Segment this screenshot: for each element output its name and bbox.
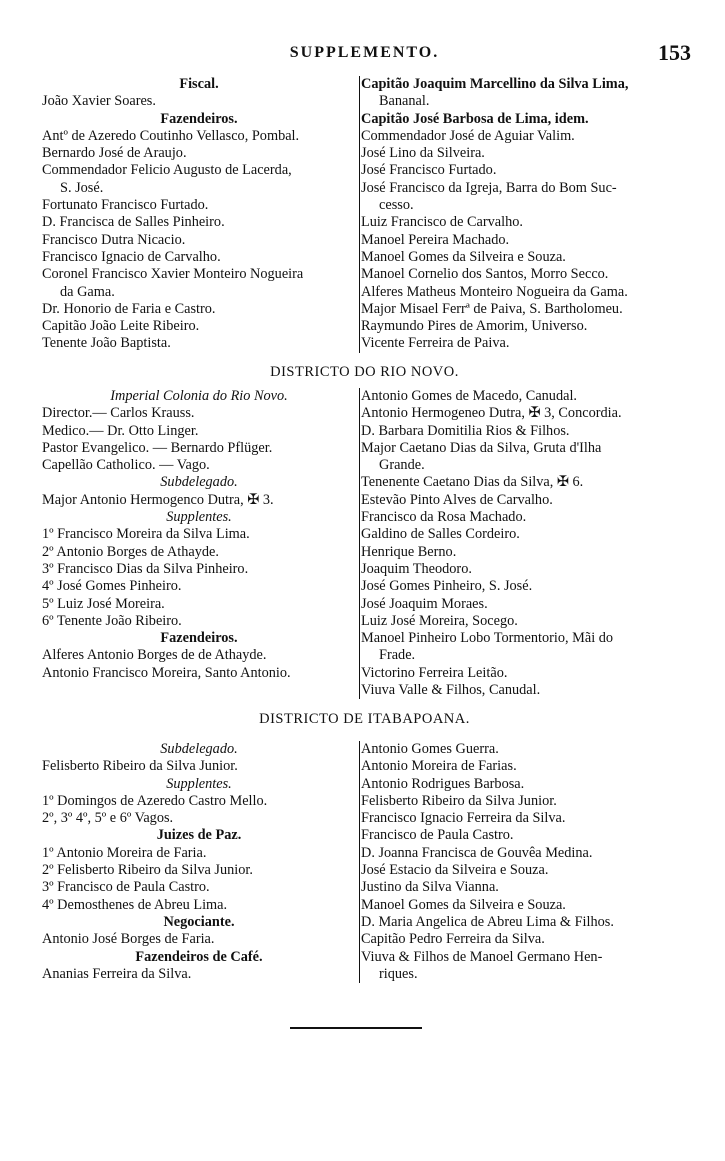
section-rio-novo bbox=[42, 388, 687, 699]
left-column-line: Fazendeiros. bbox=[160, 110, 238, 127]
left-column bbox=[42, 388, 356, 682]
left-column-line: 1º Francisco Moreira da Silva Lima. bbox=[42, 526, 250, 543]
right-column-line: Major Misael Ferrª de Paiva, S. Bartholomeu. bbox=[361, 300, 623, 317]
left-column-line: Imperial Colonia do Rio Novo. bbox=[110, 388, 288, 404]
right-column-line: Estevão Pinto Alves de Carvalho. bbox=[361, 491, 553, 508]
right-column-line: D. Barbara Domitilia Rios & Filhos. bbox=[361, 422, 570, 439]
left-column-line: Commendador Felicio Augusto de Lacerda, bbox=[42, 162, 292, 179]
right-column-line: D. Maria Angelica de Abreu Lima & Filhos. bbox=[361, 913, 614, 930]
left-column-line: Fortunato Francisco Furtado. bbox=[42, 197, 209, 214]
right-column-line: Antonio Moreira de Farias. bbox=[361, 758, 517, 775]
right-column-line: Galdino de Salles Cordeiro. bbox=[361, 526, 520, 543]
left-column-line: 3º Francisco Dias da Silva Pinheiro. bbox=[42, 560, 249, 577]
left-column bbox=[42, 76, 356, 353]
right-column-line: D. Joanna Francisca de Gouvêa Medina. bbox=[361, 844, 593, 861]
left-column-line: 4º Demosthenes de Abreu Lima. bbox=[42, 896, 228, 913]
left-column-line: Antonio Francisco Moreira, Santo Antonio. bbox=[42, 664, 291, 681]
right-column-line: José Joaquim Moraes. bbox=[361, 595, 488, 612]
left-column-line: Francisco Dutra Nicacio. bbox=[42, 231, 186, 248]
left-column-line: Capitão João Leite Ribeiro. bbox=[42, 318, 200, 335]
right-column-line: Viuva & Filhos de Manoel Germano Hen- bbox=[361, 948, 603, 965]
left-column-line: D. Francisca de Salles Pinheiro. bbox=[42, 214, 225, 231]
right-column-line: Francisco Ignacio Ferreira da Silva. bbox=[361, 810, 566, 827]
two-column-block bbox=[42, 76, 687, 353]
left-column-line: Antonio José Borges de Faria. bbox=[42, 931, 215, 948]
two-column-block bbox=[42, 388, 687, 699]
left-column-line: Fazendeiros. bbox=[160, 630, 238, 647]
right-column-line: Manoel Gomes da Silveira e Souza. bbox=[361, 896, 566, 913]
left-column-line: Capellão Catholico. — Vago. bbox=[42, 457, 210, 474]
right-column-line: José Francisco Furtado. bbox=[361, 162, 497, 179]
right-column-line: Tenenente Caetano Dias da Silva, ✠ 6. bbox=[361, 474, 584, 491]
right-column-line: Vicente Ferreira de Paiva. bbox=[361, 335, 510, 352]
left-column-line: Felisberto Ribeiro da Silva Junior. bbox=[42, 758, 238, 775]
left-column-line: Ananias Ferreira da Silva. bbox=[42, 965, 192, 982]
left-column-line: João Xavier Soares. bbox=[42, 93, 156, 110]
left-column-line: Fiscal. bbox=[179, 76, 219, 92]
left-column-line: Director.— Carlos Krauss. bbox=[42, 405, 195, 422]
right-column-line: Victorino Ferreira Leitão. bbox=[361, 664, 508, 681]
right-column-line: Antonio Gomes de Macedo, Canudal. bbox=[361, 388, 577, 404]
right-column-line: Manoel Gomes da Silveira e Souza. bbox=[361, 248, 566, 265]
column-divider bbox=[359, 741, 360, 983]
left-column-line: Tenente João Baptista. bbox=[42, 335, 171, 352]
running-head bbox=[42, 40, 691, 65]
right-column-line: Grande. bbox=[379, 457, 425, 474]
right-column-line: Major Caetano Dias da Silva, Gruta d'Ilha bbox=[361, 439, 602, 456]
right-column-line: Raymundo Pires de Amorim, Universo. bbox=[361, 318, 588, 335]
right-column-line: Antonio Rodrigues Barbosa. bbox=[361, 775, 525, 792]
left-column-line: 4º José Gomes Pinheiro. bbox=[42, 578, 182, 595]
right-column-line: Felisberto Ribeiro da Silva Junior. bbox=[361, 792, 557, 809]
left-column-line: 6º Tenente João Ribeiro. bbox=[42, 612, 182, 629]
left-column-line: S. José. bbox=[60, 179, 104, 196]
right-column-line: Frade. bbox=[379, 647, 416, 664]
right-column bbox=[361, 741, 691, 983]
section-itabapoana bbox=[42, 741, 687, 983]
right-column-line: José Lino da Silveira. bbox=[361, 145, 485, 162]
left-column-line: Subdelegado. bbox=[160, 474, 238, 491]
left-column-line: 2º, 3º 4º, 5º e 6º Vagos. bbox=[42, 810, 174, 827]
left-column-line: 2º Antonio Borges de Athayde. bbox=[42, 543, 219, 560]
right-column-line: Manoel Pereira Machado. bbox=[361, 231, 510, 248]
left-column-line: 5º Luiz José Moreira. bbox=[42, 595, 165, 612]
running-title: SUPPLEMENTO. bbox=[289, 44, 440, 61]
left-column-line: Supplentes. bbox=[166, 775, 232, 792]
right-column-line: Justino da Silva Vianna. bbox=[361, 879, 499, 896]
right-column-line: Commendador José de Aguiar Valim. bbox=[361, 127, 575, 144]
section-top-list bbox=[42, 76, 687, 353]
right-column-line: Capitão Joaquim Marcellino da Silva Lima, bbox=[361, 76, 629, 92]
left-column-line: 3º Francisco de Paula Castro. bbox=[42, 879, 210, 896]
left-column-line: Major Antonio Hermogenco Dutra, ✠ 3. bbox=[42, 491, 274, 508]
left-column-line: Antº de Azeredo Coutinho Vellasco, Pombal. bbox=[42, 127, 300, 144]
right-column-line: Viuva Valle & Filhos, Canudal. bbox=[361, 682, 541, 699]
right-column-line: Capitão José Barbosa de Lima, idem. bbox=[361, 110, 589, 127]
left-column-line: Medico.— Dr. Otto Linger. bbox=[42, 422, 199, 439]
left-column-line: Coronel Francisco Xavier Monteiro Nogueira bbox=[42, 266, 304, 283]
left-column-line: Alferes Antonio Borges de de Athayde. bbox=[42, 647, 267, 664]
right-column-line: Antonio Hermogeneo Dutra, ✠ 3, Concordia. bbox=[361, 405, 622, 422]
closing-rule bbox=[290, 1027, 422, 1029]
right-column-line: Bananal. bbox=[379, 93, 430, 110]
left-column-line: Juizes de Paz. bbox=[156, 827, 242, 844]
right-column-line: José Estacio da Silveira e Souza. bbox=[361, 862, 549, 879]
right-column-line: Francisco da Rosa Machado. bbox=[361, 509, 527, 526]
two-column-block bbox=[42, 741, 687, 983]
column-divider bbox=[359, 76, 360, 353]
right-column-line: riques. bbox=[379, 965, 418, 982]
left-column-line: Fazendeiros de Café. bbox=[135, 948, 263, 965]
right-column-line: José Francisco da Igreja, Barra do Bom Suc- bbox=[361, 179, 617, 196]
left-column-line: Negociante. bbox=[163, 913, 235, 930]
left-column-line: 1º Domingos de Azeredo Castro Mello. bbox=[42, 792, 268, 809]
left-column-line: Dr. Honorio de Faria e Castro. bbox=[42, 300, 216, 317]
left-column bbox=[42, 741, 356, 983]
right-column-line: Luiz Francisco de Carvalho. bbox=[361, 214, 523, 231]
left-column-line: da Gama. bbox=[60, 283, 115, 300]
left-column-line: Pastor Evangelico. — Bernardo Pflüger. bbox=[42, 439, 273, 456]
column-divider bbox=[359, 388, 360, 699]
left-column-line: Subdelegado. bbox=[160, 741, 238, 757]
right-column bbox=[361, 76, 691, 353]
right-column bbox=[361, 388, 691, 699]
right-column-line: Alferes Matheus Monteiro Nogueira da Gama. bbox=[361, 283, 628, 300]
right-column-line: Manoel Cornelio dos Santos, Morro Secco. bbox=[361, 266, 609, 283]
right-column-line: Henrique Berno. bbox=[361, 543, 457, 560]
right-column-line: Antonio Gomes Guerra. bbox=[361, 741, 499, 757]
right-column-line: Joaquim Theodoro. bbox=[361, 560, 472, 577]
district-heading-rio-novo: DISTRICTO DO RIO NOVO. bbox=[270, 364, 459, 380]
left-column-line: Francisco Ignacio de Carvalho. bbox=[42, 248, 221, 265]
right-column-line: Manoel Pinheiro Lobo Tormentorio, Mãi do bbox=[361, 630, 614, 647]
left-column-line: 1º Antonio Moreira de Faria. bbox=[42, 844, 207, 861]
right-column-line: cesso. bbox=[379, 197, 414, 214]
left-column-line: Bernardo José de Araujo. bbox=[42, 145, 187, 162]
page-number: 153 bbox=[658, 40, 691, 65]
right-column-line: Capitão Pedro Ferreira da Silva. bbox=[361, 931, 545, 948]
left-column-line: 2º Felisberto Ribeiro da Silva Junior. bbox=[42, 862, 253, 879]
right-column-line: José Gomes Pinheiro, S. José. bbox=[361, 578, 533, 595]
left-column-line: Supplentes. bbox=[166, 509, 232, 526]
district-heading-itabapoana: DISTRICTO DE ITABAPOANA. bbox=[259, 711, 470, 727]
right-column-line: Luiz José Moreira, Socego. bbox=[361, 612, 518, 629]
right-column-line: Francisco de Paula Castro. bbox=[361, 827, 514, 844]
